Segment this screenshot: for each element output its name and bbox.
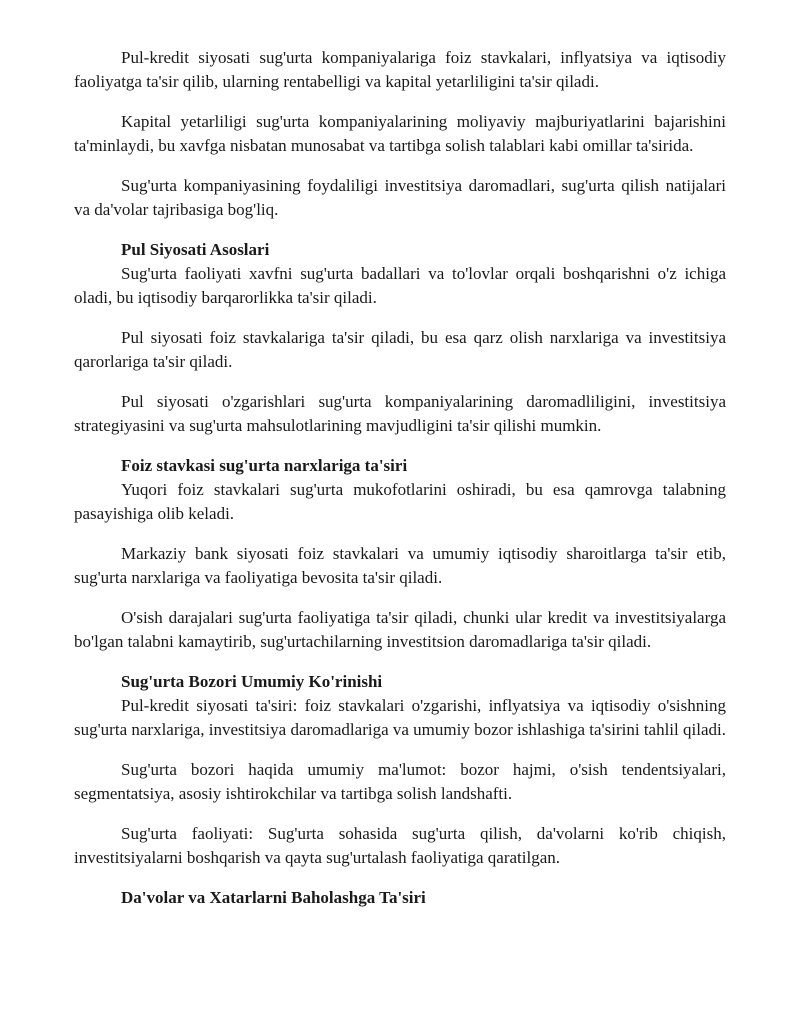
paragraph: Pul siyosati o'zgarishlari sug'urta kompaniyalarining daromadliligini, investitsiya strategiyasini va sug'urta mahsulotlarining mavjudligini ta'sir qilishi mumkin. xyxy=(74,392,726,435)
section-heading: Da'volar va Xatarlarni Baholashga Ta'siri xyxy=(121,888,426,907)
paragraph: Kapital yetarliligi sug'urta kompaniyalarining moliyaviy majburiyatlarini bajarishini ta'minlaydi, bu xavfga nisbatan munosabat va tartibga solish talablari kabi omillar ta'sirida. xyxy=(74,112,726,155)
section-heading: Pul Siyosati Asoslari xyxy=(121,240,270,259)
section-heading: Sug'urta Bozori Umumiy Ko'rinishi xyxy=(121,672,383,691)
paragraph: Sug'urta kompaniyasining foydaliligi investitsiya daromadlari, sug'urta qilish natijalari va da'volar tajribasiga bog'liq. xyxy=(74,176,726,219)
paragraph: Yuqori foiz stavkalari sug'urta mukofotlarini oshiradi, bu esa qamrovga talabning pasayishiga olib keladi. xyxy=(74,480,726,523)
paragraph: Pul-kredit siyosati ta'siri: foiz stavkalari o'zgarishi, inflyatsiya va iqtisodiy o'sishning sug'urta narxlariga, investitsiya daromadlariga va umumiy bozor ishlashiga ta'sirini tahlil qiladi. xyxy=(74,696,726,739)
paragraph: Sug'urta bozori haqida umumiy ma'lumot: bozor hajmi, o'sish tendentsiyalari, segmentatsiya, asosiy ishtirokchilar va tartibga solish landshafti. xyxy=(74,760,726,803)
document-page xyxy=(74,46,726,910)
paragraph: Markaziy bank siyosati foiz stavkalari va umumiy iqtisodiy sharoitlarga ta'sir etib, sug'urta narxlariga va faoliyatiga bevosita ta'sir qiladi. xyxy=(74,544,726,587)
paragraph: Pul-kredit siyosati sug'urta kompaniyalariga foiz stavkalari, inflyatsiya va iqtisodiy faoliyatga ta'sir qilib, ularning rentabelligi va kapital yetarliligini ta'sir qiladi. xyxy=(74,48,726,91)
paragraph: Pul siyosati foiz stavkalariga ta'sir qiladi, bu esa qarz olish narxlariga va investitsiya qarorlariga ta'sir qiladi. xyxy=(74,328,726,371)
paragraph: Sug'urta faoliyati: Sug'urta sohasida sug'urta qilish, da'volarni ko'rib chiqish, investitsiyalarni boshqarish va qayta sug'urtalash faoliyatiga qaratilgan. xyxy=(74,824,726,867)
paragraph: O'sish darajalari sug'urta faoliyatiga ta'sir qiladi, chunki ular kredit va investitsiyalarga bo'lgan talabni kamaytirib, sug'urtachilarning investitsion daromadlariga ta'sir qiladi. xyxy=(74,608,726,651)
paragraph: Sug'urta faoliyati xavfni sug'urta badallari va to'lovlar orqali boshqarishni o'z ichiga oladi, bu iqtisodiy barqarorlikka ta'sir qiladi. xyxy=(74,264,726,307)
section-heading: Foiz stavkasi sug'urta narxlariga ta'siri xyxy=(121,456,408,475)
